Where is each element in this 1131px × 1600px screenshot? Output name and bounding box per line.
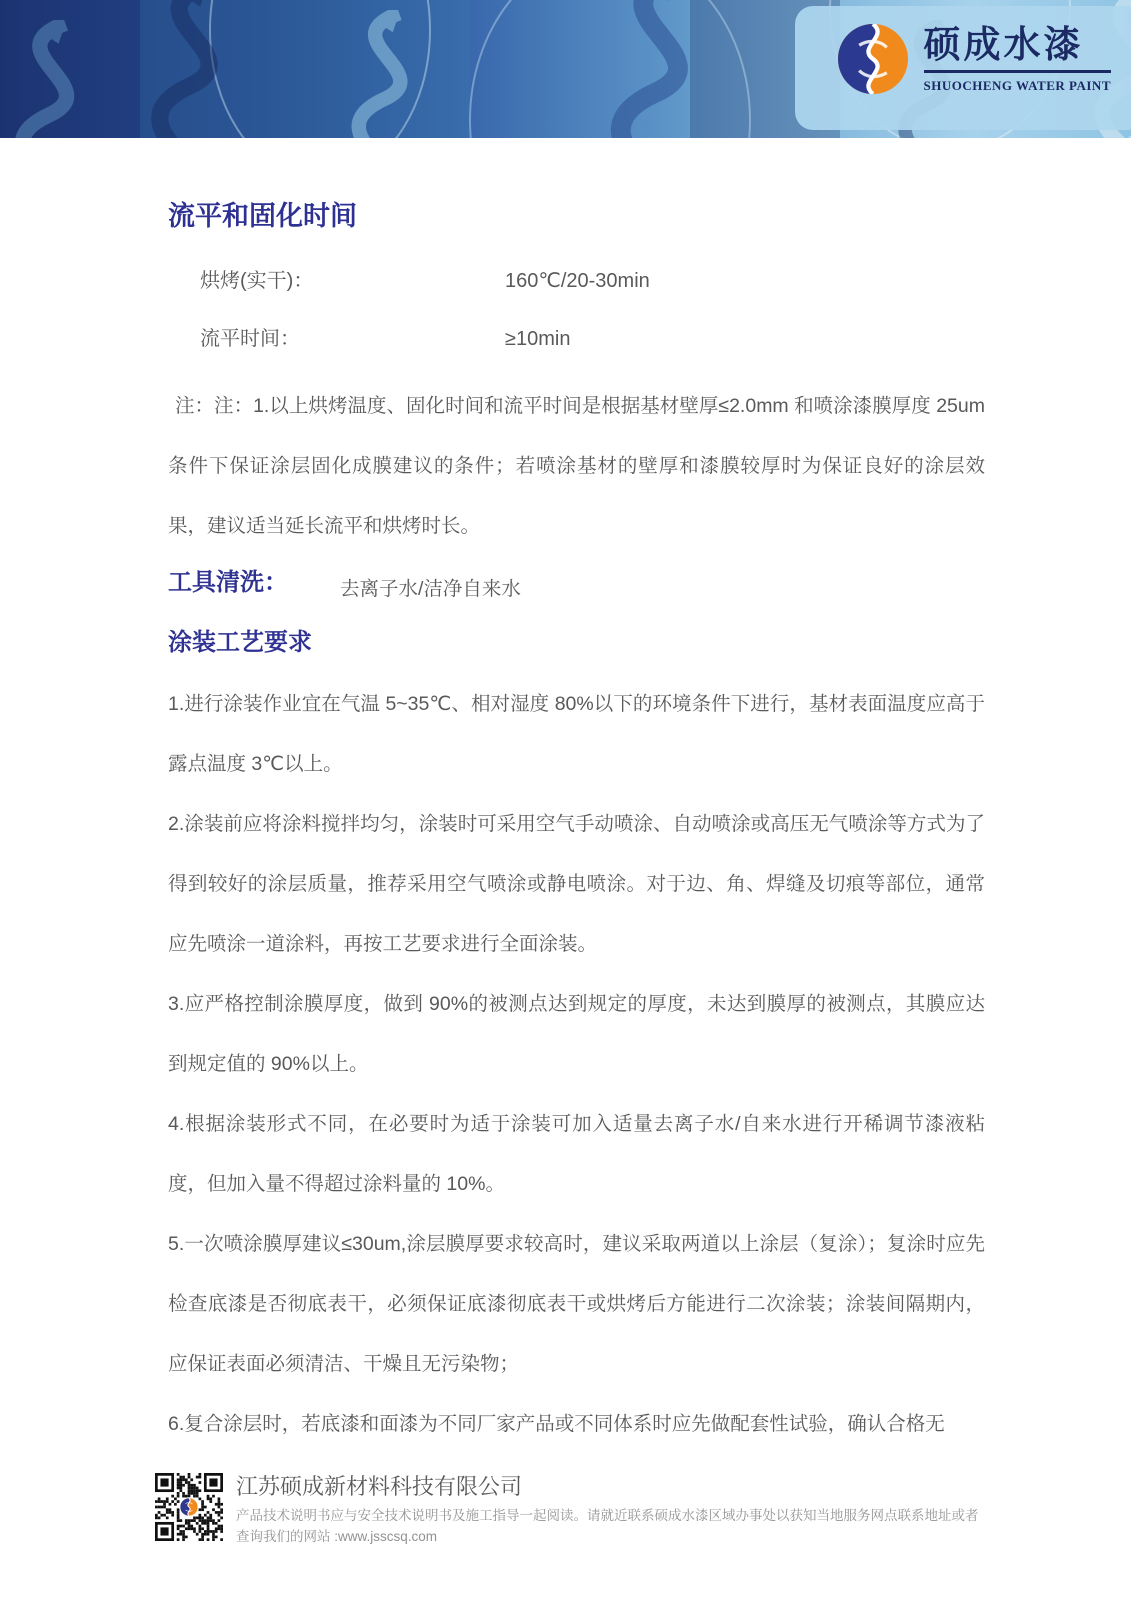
process-item: 6.复合涂层时，若底漆和面漆为不同厂家产品或不同体系时应先做配套性试验，确认合格无 bbox=[168, 1413, 945, 1435]
tool-cleaning-row bbox=[168, 566, 985, 602]
footer bbox=[155, 1473, 991, 1547]
section-title-process: 涂装工艺要求 bbox=[168, 629, 312, 656]
spec-label: 流平时间： bbox=[200, 328, 300, 350]
spec-value: 160℃/20-30min bbox=[505, 270, 650, 292]
process-item: 1.进行涂装作业宜在气温 5~35℃、相对湿度 80%以下的环境条件下进行，基材表面温度应高于露点温度 3℃以上。 bbox=[168, 693, 985, 775]
process-item: 2.涂装前应将涂料搅拌均匀，涂装时可采用空气手动喷涂、自动喷涂或高压无气喷涂等方式为了得到较好的涂层质量，推荐采用空气喷涂或静电喷涂。对于边、角、焊缝及切痕等部位，通常应先喷涂一道涂料，再按工艺要求进行全面涂装。 bbox=[168, 813, 985, 955]
brand-emblem-icon bbox=[838, 24, 908, 94]
brand-logo bbox=[838, 24, 1111, 94]
brand-name-cn: 硕成水漆 bbox=[924, 24, 1111, 73]
footer-note: 产品技术说明书应与安全技术说明书及施工指导一起阅读。请就近联系硕成水漆区域办事处以获知当地服务网点联系地址或者查询我们的网站 :www.jsscsq.com bbox=[236, 1508, 979, 1544]
spec-value: ≥10min bbox=[505, 328, 571, 350]
section-title-leveling: 流平和固化时间 bbox=[168, 201, 357, 231]
process-item: 4.根据涂装形式不同，在必要时为适于涂装可加入适量去离子水/自来水进行开稀调节漆液粘度，但加入量不得超过涂料量的 10%。 bbox=[168, 1113, 985, 1195]
process-requirements-list bbox=[168, 674, 985, 1454]
tool-cleaning-value: 去离子水/洁净自来水 bbox=[340, 578, 521, 600]
process-item: 5.一次喷涂膜厚建议≤30um,涂层膜厚要求较高时，建议采取两道以上涂层（复涂）；复涂时应先检查底漆是否彻底表干，必须保证底漆彻底表干或烘烤后方能进行二次涂装；涂装间隔期内，应保证表面必须清洁、干燥且无污染物； bbox=[168, 1233, 985, 1375]
brand-name-en: SHUOCHENG WATER PAINT bbox=[923, 78, 1111, 93]
qr-code bbox=[155, 1473, 223, 1541]
leveling-spec-table bbox=[168, 268, 985, 384]
company-name: 江苏硕成新材料科技有限公司 bbox=[236, 1474, 523, 1499]
leveling-note: 注：注：1.以上烘烤温度、固化时间和流平时间是根据基材壁厚≤2.0mm 和喷涂漆膜厚度 25um 条件下保证涂层固化成膜建议的条件；若喷涂基材的壁厚和漆膜较厚时为保证良好的涂层效果，建议适当延长流平和烘烤时长。 bbox=[168, 395, 985, 537]
process-item: 3.应严格控制涂膜厚度，做到 90%的被测点达到规定的厚度，未达到膜厚的被测点，其膜应达到规定值的 90%以上。 bbox=[168, 993, 985, 1075]
tool-cleaning-title: 工具清洗： bbox=[168, 569, 288, 596]
header-banner bbox=[0, 0, 1131, 138]
document-body bbox=[168, 196, 985, 1454]
spec-row-baking bbox=[168, 268, 985, 326]
spec-label: 烘烤(实干)： bbox=[200, 270, 314, 292]
